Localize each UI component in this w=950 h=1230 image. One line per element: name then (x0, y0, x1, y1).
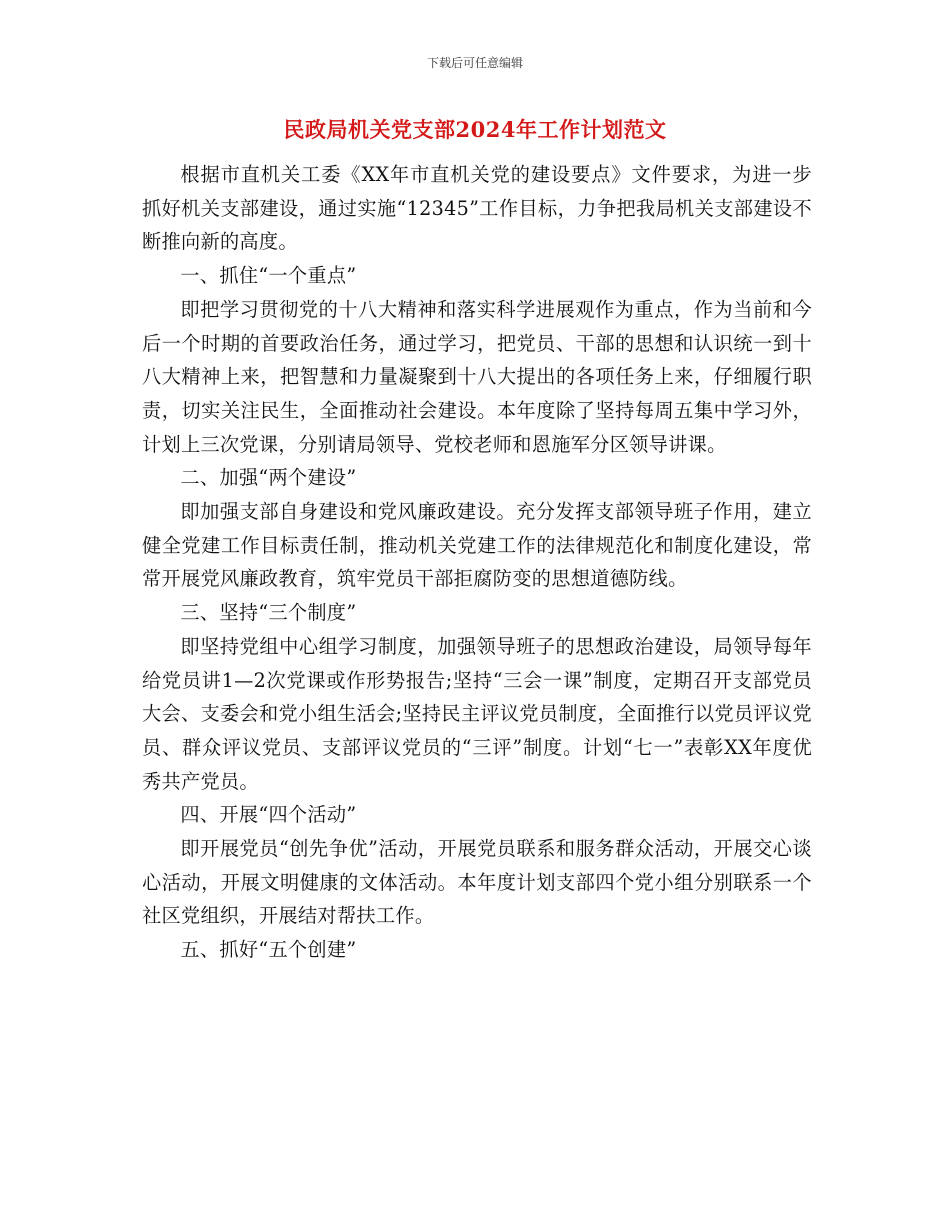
page-header-note: 下载后可任意编辑 (426, 56, 523, 70)
section-heading-2: 二、加强“两个建设” (180, 466, 357, 490)
paragraph-section-2: 即加强支部自身建设和党风廉政建设。充分发挥支部领导班子作用，建立健全党建工作目标责任制，推动机关党建工作的法律规范化和制度化建设，常常开展党风廉政教育，筑牢党员干部拒腐防变的思想道德防线。 (142, 500, 812, 591)
paragraph-section-4: 即开展党员“创先争优”活动，开展党员联系和服务群众活动，开展交心谈心活动，开展文明健康的文体活动。本年度计划支部四个党小组分别联系一个社区党组织，开展结对帮扶工作。 (142, 837, 812, 928)
document-body (142, 158, 812, 967)
section-heading-3: 三、坚持“三个制度” (180, 601, 357, 625)
section-heading-5: 五、抓好“五个创建” (180, 938, 357, 962)
section-heading-1: 一、抓住“一个重点” (180, 264, 357, 288)
paragraph-section-3: 即坚持党组中心组学习制度，加强领导班子的思想政治建设，局领导每年给党员讲1—2次党课或作形势报告;坚持“三会一课”制度，定期召开支部党员大会、支委会和党小组生活会;坚持民主评议党员制度，全面推行以党员评议党员、群众评议党员、支部评议党员的“三评”制度。计划“七一”表彰XX年度优秀共产党员。 (142, 634, 812, 793)
section-heading-4: 四、开展“四个活动” (180, 803, 357, 827)
paragraph-intro: 根据市直机关工委《XX年市直机关党的建设要点》文件要求，为进一步抓好机关支部建设，通过实施“12345”工作目标，力争把我局机关支部建设不断推向新的高度。 (142, 163, 812, 254)
paragraph-section-1: 即把学习贯彻党的十八大精神和落实科学进展观作为重点，作为当前和今后一个时期的首要政治任务，通过学习，把党员、干部的思想和认识统一到十八大精神上来，把智慧和力量凝聚到十八大提出的各项任务上来，仔细履行职责，切实关注民生，全面推动社会建设。本年度除了坚持每周五集中学习外，计划上三次党课，分别请局领导、党校老师和恩施军分区领导讲课。 (142, 297, 812, 456)
document-title: 民政局机关党支部2024年工作计划范文 (283, 117, 667, 142)
